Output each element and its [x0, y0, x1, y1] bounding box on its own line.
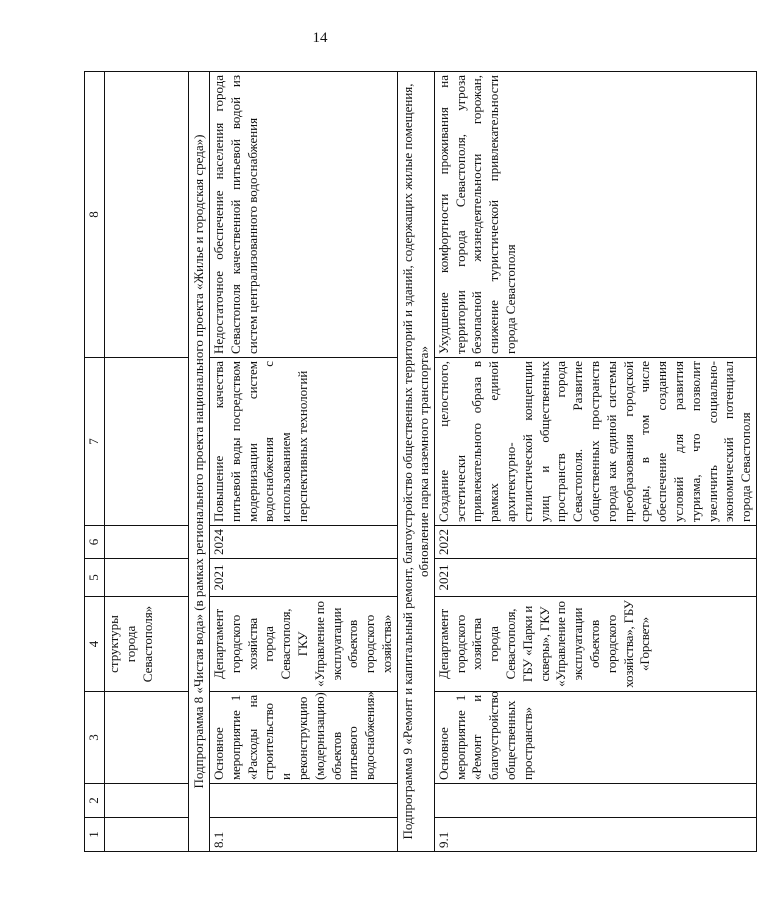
col-header-7: 7: [85, 358, 105, 526]
col-header-2: 2: [85, 784, 105, 818]
col-header-1: 1: [85, 818, 105, 852]
col-header-5: 5: [85, 559, 105, 597]
program-table: [84, 71, 757, 852]
column-header-row: [85, 72, 105, 852]
table-row-9-1: [434, 72, 756, 852]
continued-executor-cell: структуры города Севастополя»: [105, 597, 189, 692]
col-header-3: 3: [85, 692, 105, 784]
result-cell: Повышение качества питьевой воды посредством модернизации систем водоснабжения с использованием перспективных технологий: [210, 358, 398, 526]
page-number: 14: [312, 30, 328, 46]
row-number: 9.1: [434, 818, 756, 852]
measure-cell: Основное мероприятие 1 «Расходы на строительство и реконструкцию (модернизацию) объектов питьевого водоснабжения»: [210, 692, 398, 784]
col-header-4: 4: [85, 597, 105, 692]
continued-row: [105, 72, 189, 852]
table-row-8-1: [210, 72, 398, 852]
rotated-table-container: [84, 72, 754, 852]
executor-cell: Департамент городского хозяйства города Севастополя, ГКУ «Управление по эксплуатации объектов городского хозяйства»: [210, 597, 398, 692]
result-cell: Создание целостного, эстетически привлекательного образа в рамках единой архитектурно-стилистической концепции улиц и общественных пространств города Севастополя. Развитие общественных пространств города как единой системы преобразования городской среды, в том числе обеспечение создания условий для развития туризма, что позволит увеличить социально-экономический потенциал города Севастополя: [434, 358, 756, 526]
end-year-cell: 2022: [434, 526, 756, 559]
subprogram-8-heading-row: [189, 72, 210, 852]
subprogram-8-title: Подпрограмма 8 «Чистая вода» (в рамках регионального проекта национального проекта «Жилье и городская среда»): [189, 72, 210, 852]
subprogram-9-title: Подпрограмма 9 «Ремонт и капитальный ремонт, благоустройство общественных территорий и зданий, содержащих жилые помещения, обновление парка наземного транспорта»: [397, 72, 434, 852]
start-year-cell: 2021: [434, 559, 756, 597]
consequence-cell: Ухудшение комфортности проживания на территории города Севастополя, угроза безопасной жизнедеятельности горожан, снижение туристической привлекательности города Севастополя: [434, 72, 756, 358]
row-number: 8.1: [210, 818, 398, 852]
consequence-cell: Недостаточное обеспечение населения города Севастополя качественной питьевой водой из систем централизованного водоснабжения: [210, 72, 398, 358]
end-year-cell: 2024: [210, 526, 398, 559]
subprogram-9-heading-row: [397, 72, 434, 852]
start-year-cell: 2021: [210, 559, 398, 597]
col-header-8: 8: [85, 72, 105, 358]
measure-cell: Основное мероприятие 1 «Ремонт и благоустройство общественных пространств»: [434, 692, 756, 784]
executor-cell: Департамент городского хозяйства города Севастополя, ГБУ «Парки и скверы», ГКУ «Управление по эксплуатации объектов городского хозяйства», ГБУ «Горсвет»: [434, 597, 756, 692]
col-header-6: 6: [85, 526, 105, 559]
